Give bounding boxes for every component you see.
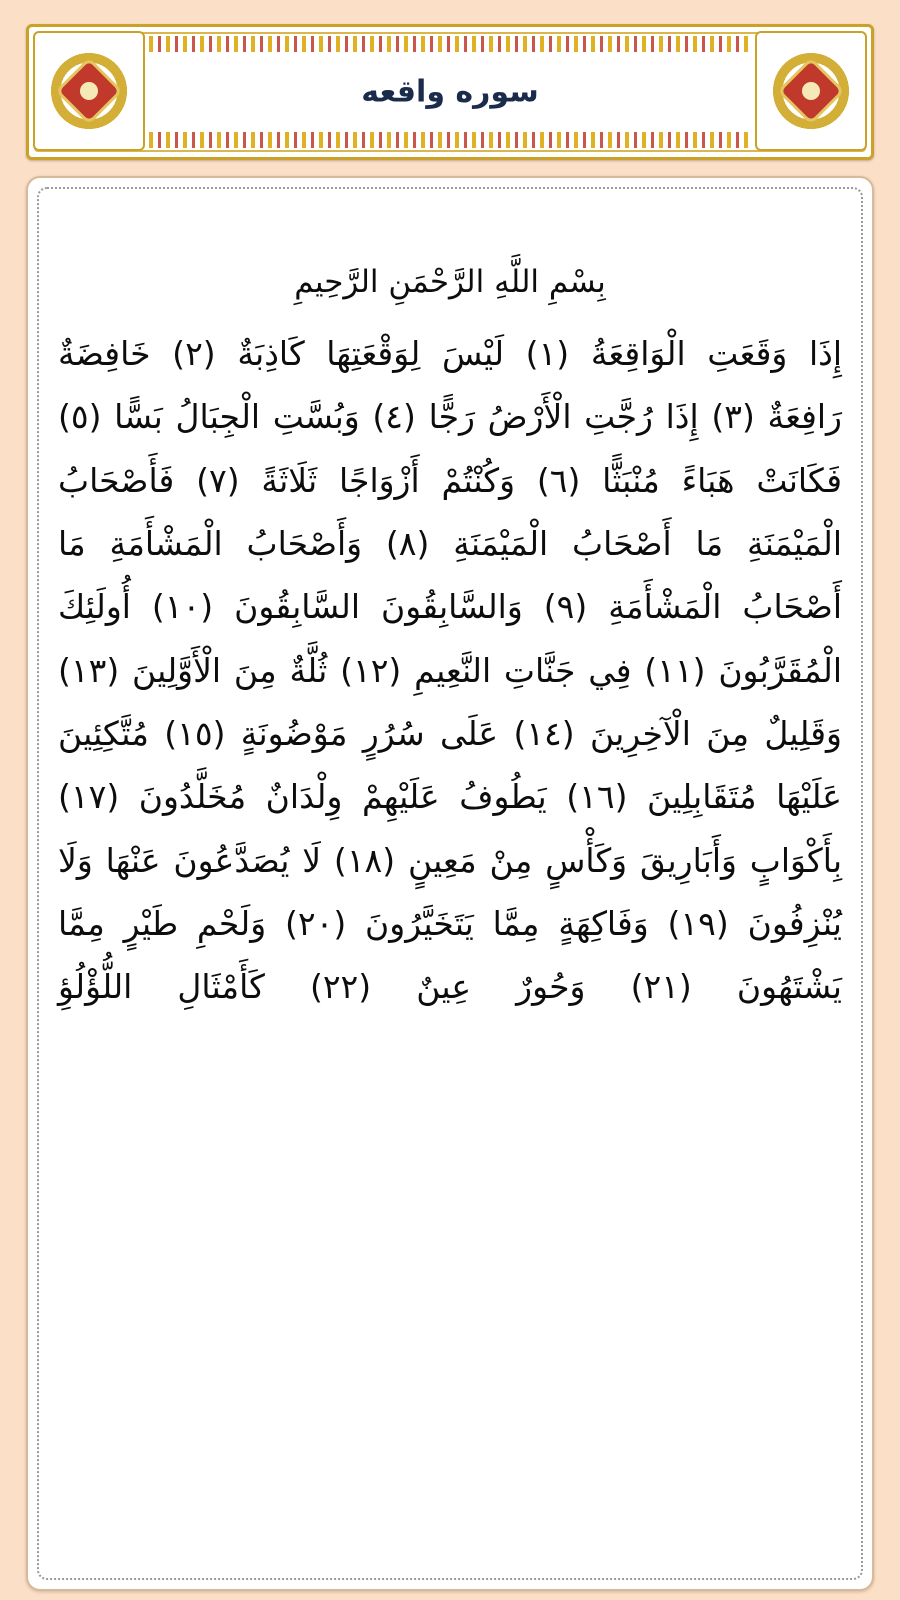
decorative-band-top-icon <box>149 36 751 52</box>
surah-text-panel <box>26 176 874 1591</box>
floral-medallion-right-icon <box>755 31 867 151</box>
verses-container <box>58 204 842 1579</box>
ayat-body-text: إِذَا وَقَعَتِ الْوَاقِعَةُ (١) لَيْسَ لِوَقْعَتِهَا كَاذِبَةٌ (٢) خَافِضَةٌ رَافِعَةٌ (٣) إِذَا رُجَّتِ الْأَرْضُ رَجًّا (٤) وَبُسَّتِ الْجِبَالُ بَسًّا (٥) فَكَانَتْ هَبَاءً مُنْبَثًّا (٦) وَكُنْتُمْ أَزْوَاجًا ثَلَاثَةً (٧) فَأَصْحَابُ الْمَيْمَنَةِ مَا أَصْحَابُ الْمَيْمَنَةِ (٨) وَأَصْحَابُ الْمَشْأَمَةِ مَا أَصْحَابُ الْمَشْأَمَةِ (٩) وَالسَّابِقُونَ السَّابِقُونَ (١٠) أُولَئِكَ الْمُقَرَّبُونَ (١١) فِي جَنَّاتِ النَّعِيمِ (١٢) ثُلَّةٌ مِنَ الْأَوَّلِينَ (١٣) وَقَلِيلٌ مِنَ الْآخِرِينَ (١٤) عَلَى سُرُرٍ مَوْضُونَةٍ (١٥) مُتَّكِئِينَ عَلَيْهَا مُتَقَابِلِينَ (١٦) يَطُوفُ عَلَيْهِمْ وِلْدَانٌ مُخَلَّدُونَ (١٧) بِأَكْوَابٍ وَأَبَارِيقَ وَكَأْسٍ مِنْ مَعِينٍ (١٨) لَا يُصَدَّعُونَ عَنْهَا وَلَا يُنْزِفُونَ (١٩) وَفَاكِهَةٍ مِمَّا يَتَخَيَّرُونَ (٢٠) وَلَحْمِ طَيْرٍ مِمَّا يَشْتَهُونَ (٢١) وَحُورٌ عِينٌ (٢٢) كَأَمْثَالِ اللُّؤْلُؤِ <box>58 333 842 1007</box>
basmala-line: بِسْمِ اللَّهِ الرَّحْمَنِ الرَّحِيمِ <box>294 264 606 300</box>
surah-header-banner <box>26 24 874 160</box>
surah-title: سوره واقعه <box>361 74 539 110</box>
decorative-band-bottom-icon <box>149 132 751 148</box>
floral-medallion-left-icon <box>33 31 145 151</box>
